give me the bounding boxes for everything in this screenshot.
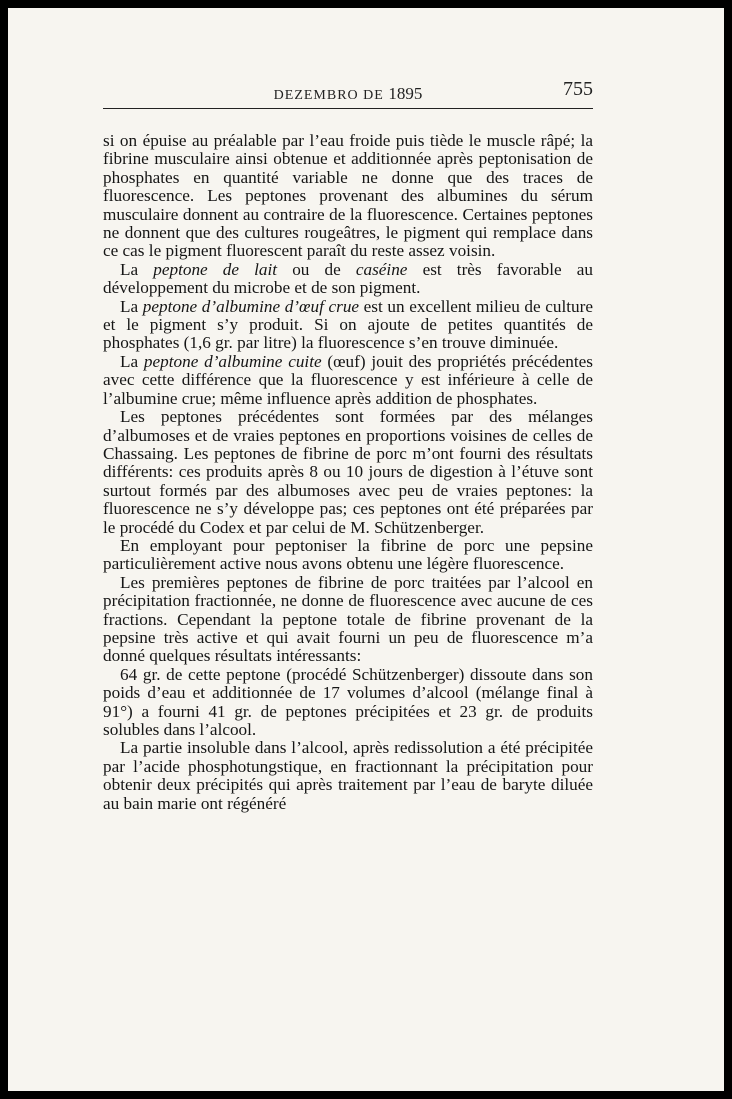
paragraph-p5	[103, 408, 593, 537]
italic-term: caséine	[355, 259, 408, 279]
text-segment: La	[120, 259, 154, 279]
body-text	[103, 132, 593, 813]
text-segment: est très favorable au développement du microbe et de son pigment.	[103, 259, 593, 298]
text-segment: La	[120, 296, 143, 316]
paragraph-p6	[103, 537, 593, 574]
text-segment: est un excellent milieu de culture et le pigment s’y produit. Si on ajoute de petites quantités de phosphates (1,6 gr. par litre) la fluorescence s’en trouve diminuée.	[103, 296, 593, 353]
paragraph-p1	[103, 132, 593, 261]
italic-term: peptone d’albumine cuite	[143, 351, 322, 371]
text-segment: La	[120, 351, 144, 371]
page-header	[103, 78, 593, 109]
paragraph-p9	[103, 739, 593, 813]
text-segment: (œuf) jouit des propriétés précédentes avec cette différence que la fluorescence y est inférieure à celle de l’albumine crue; même influence après addition de phosphates.	[103, 351, 593, 408]
paragraph-p8	[103, 666, 593, 740]
page-number: 755	[563, 78, 593, 100]
text-segment: si on épuise au préalable par l’eau froide puis tiède le muscle râpé; la fibrine musculaire ainsi obtenue et additionnée après peptonisation de phosphates en quantité variable ne donne que des traces de fluorescence. Les peptones provenant des albumines du sérum musculaire donnent au contraire de la fluorescence. Certaines peptones ne donnent que des cultures rougeâtres, le pigment qui remplace dans ce cas le pigment fluorescent paraît du reste assez voisin.	[103, 131, 593, 261]
header-year: 1895	[388, 84, 423, 103]
italic-term: peptone d’albumine d’œuf crue	[142, 296, 360, 316]
document-page	[8, 8, 724, 1091]
italic-term: peptone de lait	[153, 259, 278, 279]
running-head	[103, 84, 593, 104]
text-segment: La partie insoluble dans l’alcool, après redissolution a été précipitée par l’acide phosphotungstique, en fractionnant la précipitation pour obtenir deux précipités qui après traitement par l’eau de baryte diluée au bain marie ont régénéré	[103, 738, 593, 813]
text-segment: ou de	[277, 259, 356, 279]
text-segment: En employant pour peptoniser la fibrine de porc une pepsine particulièrement active nous avons obtenu une légère fluorescence.	[103, 535, 593, 574]
paragraph-p4	[103, 353, 593, 408]
text-segment: Les premières peptones de fibrine de porc traitées par l’alcool en précipitation fractionnée, ne donne de fluorescence avec aucune de ces fractions. Cependant la peptone totale de fibrine provenant de la pepsine très active et qui avait fourni un peu de fluorescence m’a donné quelques résultats intéressants:	[103, 572, 593, 666]
text-segment: Les peptones précédentes sont formées par des mélanges d’albumoses et de vraies peptones en proportions voisines de celles de Chassaing. Les peptones de fibrine de porc m’ont fourni des résultats différents: ces produits après 8 ou 10 jours de digestion à l’étuve sont surtout formés par des albumoses avec peu de vraies peptones: la fluorescence ne s’y développe pas; ces peptones ont été préparées par le procédé du Codex et par celui de M. Schützenberger.	[103, 407, 593, 537]
paragraph-p3	[103, 298, 593, 353]
paragraph-p2	[103, 261, 593, 298]
paragraph-p7	[103, 574, 593, 666]
text-segment: 64 gr. de cette peptone (procédé Schützenberger) dissoute dans son poids d’eau et additionnée de 17 volumes d’alcool (mélange final à 91°) a fourni 41 gr. de peptones précipitées et 23 gr. de produits solubles dans l’alcool.	[103, 664, 593, 739]
header-month: DEZEMBRO DE	[273, 88, 384, 103]
